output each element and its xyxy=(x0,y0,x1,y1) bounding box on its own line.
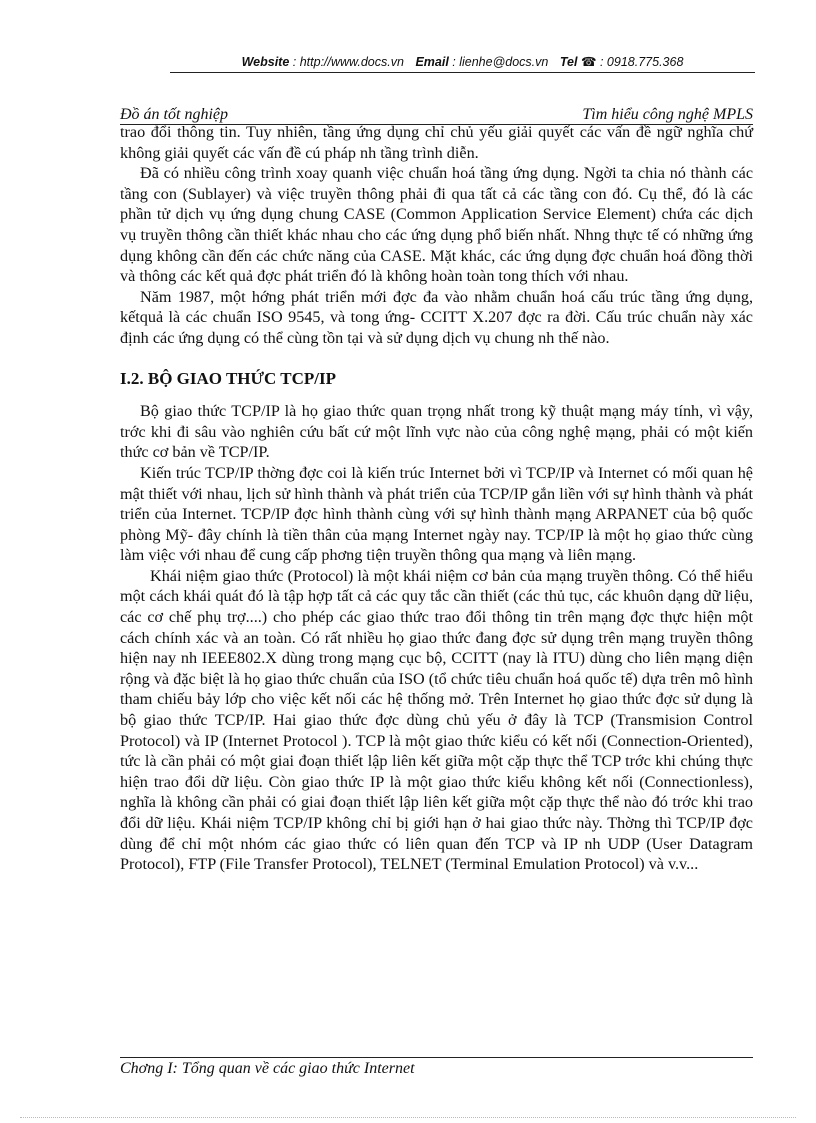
site-header xyxy=(170,52,755,72)
paragraph: trao đổi thông tin. Tuy nhiên, tầng ứng dụng chỉ chủ yếu giải quyết các vấn đề ngữ nghĩa chứ không giải quyết các vấn đề cú pháp nh tầng trình diễn. xyxy=(120,123,753,162)
page-bottom-border xyxy=(20,1117,796,1118)
paragraph: Bộ giao thức TCP/IP là họ giao thức quan trọng nhất trong kỹ thuật mạng máy tính, vì vậy, trớc khi đi sâu vào nghiên cứu bất cứ một lĩnh vực nào của công nghệ mạng, phải có một kiến thức cơ bản về TCP/IP. xyxy=(120,402,753,462)
document-header-right: Tìm hiểu công nghệ MPLS xyxy=(582,106,753,123)
email-value[interactable]: : lienhe@docs.vn xyxy=(452,55,549,69)
website-value[interactable]: : http://www.docs.vn xyxy=(292,55,404,69)
email-label: Email xyxy=(415,55,449,69)
footer-divider xyxy=(120,1057,753,1058)
paragraph: Đã có nhiều công trình xoay quanh việc chuẩn hoá tầng ứng dụng. Ngời ta chia nó thành các tầng con (Sublayer) và việc truyền thông phải đi qua tất cả các tầng con đó. Cụ thể, đó là các phần tử dịch vụ ứng dụng chung CASE (Common Application Service Element) chứa các dịch vụ truyền thông cần thiết khác nhau cho các ứng dụng phổ biến nhất. Nhng thực tế có những ứng dụng không cần đến các chức năng của CASE. Mặt khác, các ứng dụng đợc chuẩn hoá đồng thời và thông các kết quả đợc phát triển đó là không hoàn toàn tong thích với nhau. xyxy=(120,164,753,286)
section-heading: I.2. BỘ GIAO THỨC TCP/IP xyxy=(120,368,336,388)
paragraph: Khái niệm giao thức (Protocol) là một khái niệm cơ bản của mạng truyền thông. Có thể hiểu một cách khái quát đó là tập hợp tất cả các quy tắc cần thiết (các thủ tục, các khuôn dạng dữ liệu, các cơ chế phụ trợ....) cho phép các giao thức trao đổi thông tin trên mạng đợc thực hiện một cách chính xác và an toàn. Có rất nhiều họ giao thức đang đợc sử dụng trên mạng truyền thông hiện nay nh IEEE802.X dùng trong mạng cục bộ, CCITT (nay là ITU) dùng cho liên mạng diện rộng và đặc biệt là họ giao thức chuẩn của ISO (tổ chức tiêu chuẩn hoá quốc tế) dựa trên mô hình tham chiếu bảy lớp cho việc kết nối các hệ thống mở. Trên Internet họ giao thức đợc sử dụng là bộ giao thức TCP/IP. Hai giao thức đợc dùng chủ yếu ở đây là TCP (Transmision Control Protocol) và IP (Internet Protocol ). TCP là một giao thức kiểu có kết nối (Connection-Oriented), tức là cần phải có một giai đoạn thiết lập liên kết giữa một cặp thực thể TCP trớc khi chúng thực hiện trao đổi dữ liệu. Còn giao thức IP là một giao thức kiểu không kết nối (Connectionless), nghĩa là không cần phải có giai đoạn thiết lập liên kết giữa một cặp thực thể nào đó trớc khi trao đổi dữ liệu. Khái niệm TCP/IP không chỉ bị giới hạn ở hai giao thức này. Thờng thì TCP/IP đợc dùng để chỉ một nhóm các giao thức có liên quan đến TCP và IP nh UDP (User Datagram Protocol), FTP (File Transfer Protocol), TELNET (Terminal Emulation Protocol) và v.v... xyxy=(120,566,753,874)
document-header-left: Đồ án tốt nghiệp xyxy=(120,106,228,123)
paragraph: Kiến trúc TCP/IP thờng đợc coi là kiến trúc Internet bởi vì TCP/IP và Internet có mối quan hệ mật thiết với nhau, lịch sử hình thành và phát triển của TCP/IP gắn liền với sự hình thành và phát triển của Internet. TCP/IP đợc hình thành cùng với sự hình thành mạng ARPANET của bộ quốc phòng Mỹ- đây chính là tiền thân của mạng Internet ngày nay. TCP/IP là một họ giao thức cùng làm việc với nhau để cung cấp phơng tiện truyền thông qua mạng và liên mạng. xyxy=(120,463,753,565)
page-footer: Chơng I: Tổng quan về các giao thức Internet xyxy=(120,1060,415,1077)
page-content xyxy=(120,122,753,875)
paragraph: Năm 1987, một hớng phát triển mới đợc đa vào nhằm chuẩn hoá cấu trúc tầng ứng dụng, kếtquả là các chuẩn ISO 9545, và tong ứng- CCITT X.207 đợc ra đời. Cấu trúc chuẩn này xác định các ứng dụng có thể cùng tồn tại và sử dụng dịch vụ chung nh thế nào. xyxy=(120,287,753,347)
tel-value: ☎ : 0918.775.368 xyxy=(580,55,684,69)
tel-label: Tel xyxy=(559,55,578,69)
website-label: Website xyxy=(241,55,290,69)
site-header-divider xyxy=(170,72,755,73)
